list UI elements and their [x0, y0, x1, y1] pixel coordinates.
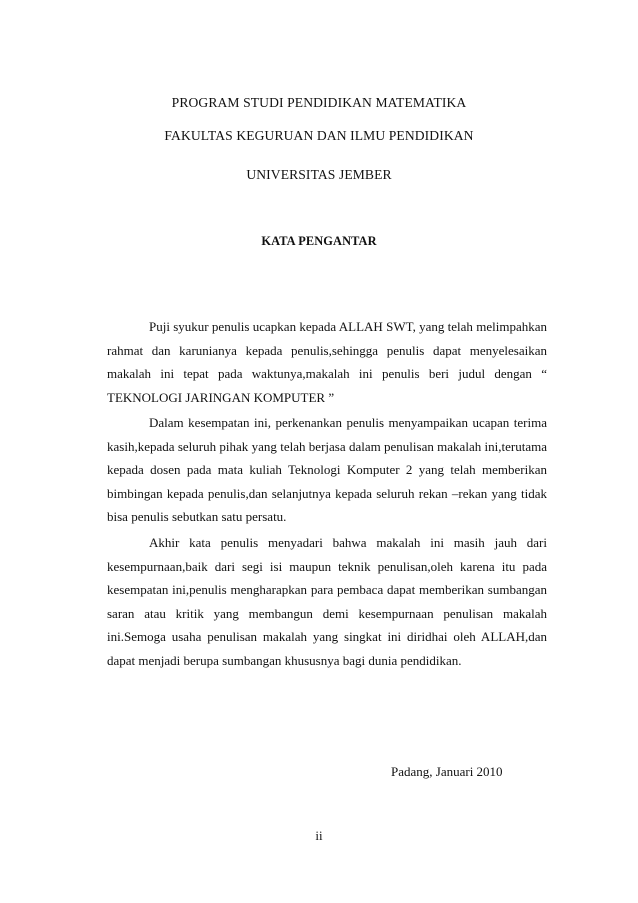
paragraph-1: Puji syukur penulis ucapkan kepada ALLAH SWT, yang telah melimpahkan rahmat dan karunianya kepada penulis,sehingga penulis dapat menyelesaikan makalah ini tepat pada waktunya,makalah ini penulis beri judul dengan “ TEKNOLOGI JARINGAN KOMPUTER ” — [107, 319, 547, 405]
faculty-heading: FAKULTAS KEGURUAN DAN ILMU PENDIDIKAN — [164, 128, 474, 143]
page-title: KATA PENGANTAR — [261, 234, 377, 248]
page-number: ii — [315, 828, 323, 843]
place-date-signature: Padang, Januari 2010 — [391, 764, 503, 779]
university-heading: UNIVERSITAS JEMBER — [246, 167, 392, 182]
paragraph-2: Dalam kesempatan ini, perkenankan penulis menyampaikan ucapan terima kasih,kepada seluruh pihak yang telah berjasa dalam penulisan makalah ini,terutama kepada dosen pada mata kuliah Teknologi Komputer 2 yang telah memberikan bimbingan kepada penulis,dan selanjutnya kepada seluruh rekan –rekan yang tidak bisa penulis sebutkan satu persatu. — [107, 415, 547, 524]
paragraph-3: Akhir kata penulis menyadari bahwa makalah ini masih jauh dari kesempurnaan,baik dari segi isi maupun teknik penulisan,oleh karena itu pada kesempatan ini,penulis mengharapkan para pembaca dapat memberikan sumbangan saran atau kritik yang membangun demi kesempurnaan penulisan makalah ini.Semoga usaha penulisan makalah yang singkat ini diridhai oleh ALLAH,dan dapat menjadi berupa sumbangan khususnya bagi dunia pendidikan. — [107, 535, 547, 668]
study-program-heading: PROGRAM STUDI PENDIDIKAN MATEMATIKA — [171, 95, 467, 110]
